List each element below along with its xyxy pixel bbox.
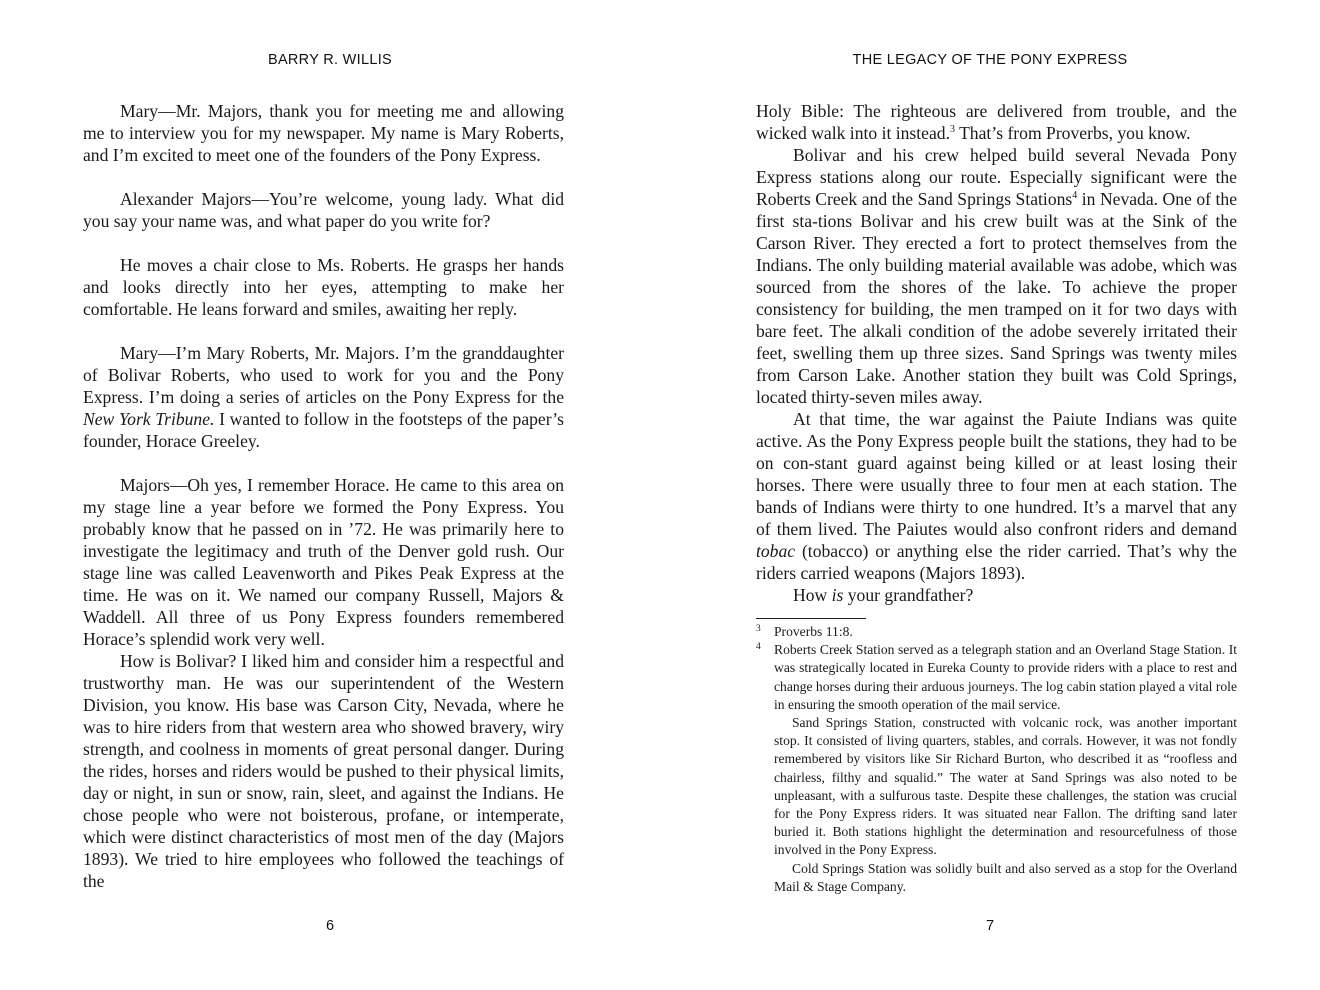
- right-page: [660, 0, 1320, 990]
- text-run: Bolivar and his crew helped build several Nevada Pony Express stations along our route. Especially significant were the Roberts Creek and the Sand Springs Stations: [756, 145, 1237, 209]
- right-page-body: [756, 100, 1237, 606]
- left-page-body: [83, 100, 564, 892]
- paragraph-paiute-war: [756, 408, 1237, 584]
- paragraph-stage-direction: He moves a chair close to Ms. Roberts. He grasps her hands and looks directly into her eyes, attempting to make her comfortable. He leans forward and smiles, awaiting her reply.: [83, 255, 564, 319]
- page-number-right: 7: [985, 918, 995, 934]
- paragraph-majors-horace: Majors—Oh yes, I remember Horace. He came to this area on my stage line a year before we formed the Pony Express. You probably know that he passed on in ’72. He was primarily here to investigate the legitimacy and truth of the Denver gold rush. Our stage line was called Leavenworth and Pikes Peak Express at the time. He was on it. We named our company Russell, Majors & Waddell. All three of us Pony Express founders remembered Horace’s splendid work very well.: [83, 475, 564, 649]
- paragraph-stations: [756, 144, 1237, 408]
- footnote-text: Proverbs 11:8.: [774, 624, 853, 639]
- text-run: How: [793, 585, 832, 605]
- footnote-text-sand-springs: Sand Springs Station, constructed with volcanic rock, was another important stop. It consisted of living quarters, stables, and corrals. However, it was not fondly remembered by visitors like Sir Richard Burton, who described it as “roofless and chairless, filthy and squalid.” The water at Sand Springs was also noted to be unpleasant, with a sulfurous taste. Despite these challenges, the station was crucial for the Pony Express riders. It was situated near Fallon. The drifting sand later buried it. Both stations highlight the determination and resourcefulness of those involved in the Pony Express.: [774, 715, 1237, 858]
- page-number-left: 6: [325, 918, 335, 934]
- paragraph-majors-welcome: Alexander Majors—You’re welcome, young lady. What did you say your name was, and what paper do you write for?: [83, 189, 564, 231]
- footnote-ref-4[interactable]: 4: [1072, 190, 1078, 202]
- footnote-number: 4: [756, 642, 761, 653]
- text-run: Mary—I’m Mary Roberts, Mr. Majors. I’m the granddaughter of Bolivar Roberts, who used to work for you and the Pony Express. I’m doing a series of articles on the Pony Express for the: [83, 343, 564, 407]
- paragraph-mary-intro: Mary—Mr. Majors, thank you for meeting me and allowing me to interview you for my newspaper. My name is Mary Roberts, and I’m excited to meet one of the founders of the Pony Express.: [83, 101, 564, 165]
- footnote-4: [756, 641, 1237, 896]
- text-run: in Nevada. One of the first sta-tions Bolivar and his crew built was at the Sink of the Carson River. They erected a fort to protect themselves from the Indians. The only building material available was adobe, which was sourced from the shores of the lake. To achieve the proper consistency for building, the men tramped on it for two days with bare feet. The alkali condition of the adobe severely irritated their feet, swelling them up three sizes. Sand Springs was twenty miles from Carson Lake. Another station they built was Cold Springs, located thirty-seven miles away.: [756, 189, 1238, 407]
- emphasis-tobac: tobac: [756, 541, 796, 561]
- footnotes: [756, 623, 1237, 896]
- footnote-divider: [756, 618, 866, 619]
- emphasis-is: is: [831, 585, 844, 605]
- text-run: Holy Bible: The righteous are delivered from trouble, and the wicked walk into it instead.: [756, 101, 1237, 143]
- paragraph-mary-granddaughter: [83, 342, 564, 452]
- footnote-number: 3: [756, 624, 761, 634]
- text-run: I wanted to follow in the footsteps of the paper’s founder, Horace Greeley.: [83, 409, 564, 451]
- paragraph-majors-bolivar: How is Bolivar? I liked him and consider him a respectful and trustworthy man. He was our superintendent of the Western Division, you know. His base was Carson City, Nevada, where he was to hire riders from that western area who showed bravery, wiry strength, and coolness in moments of great personal danger. During the rides, horses and riders would be pushed to their physical limits, day or night, in sun or snow, rain, sleet, and against the Indians. He chose people who were not boisterous, profane, or intemperate, which were distinct characteristics of most men of the day (Majors 1893). We tried to hire employees who followed the teachings of the: [83, 651, 564, 891]
- newspaper-title: New York Tribune.: [83, 409, 215, 429]
- text-run: your grandfather?: [843, 585, 974, 605]
- paragraph-holy-bible: [756, 100, 1237, 144]
- paragraph-grandfather-question: [756, 584, 1237, 606]
- footnote-text-roberts-creek: Roberts Creek Station served as a telegraph station and an Overland Stage Station. It was strategically located in Eureka County to provide riders with a place to rest and change horses during their arduous journeys. The log cabin station played a vital role in ensuring the smooth operation of the mail service.: [774, 642, 1237, 712]
- text-run: That’s from Proverbs, you know.: [954, 123, 1191, 143]
- text-run: (tobacco) or anything else the rider carried. That’s why the riders carried weapons (Majors 1893).: [756, 541, 1237, 583]
- footnote-text-cold-springs: Cold Springs Station was solidly built and also served as a stop for the Overland Mail & Stage Company.: [774, 860, 1237, 894]
- footnote-ref-3[interactable]: 3: [949, 124, 955, 136]
- footnote-3: [756, 623, 1237, 641]
- text-run: At that time, the war against the Paiute Indians was quite active. As the Pony Express people built the stations, they had to be on con-stant guard against being killed or at least losing their horses. There were usually three to four men at each station. The bands of Indians were thirty to one hundred. It’s a marvel that any of them lived. The Paiutes would also confront riders and demand: [756, 409, 1237, 539]
- running-head-title: THE LEGACY OF THE PONY EXPRESS: [852, 52, 1128, 68]
- running-head-author: BARRY R. WILLIS: [267, 52, 393, 68]
